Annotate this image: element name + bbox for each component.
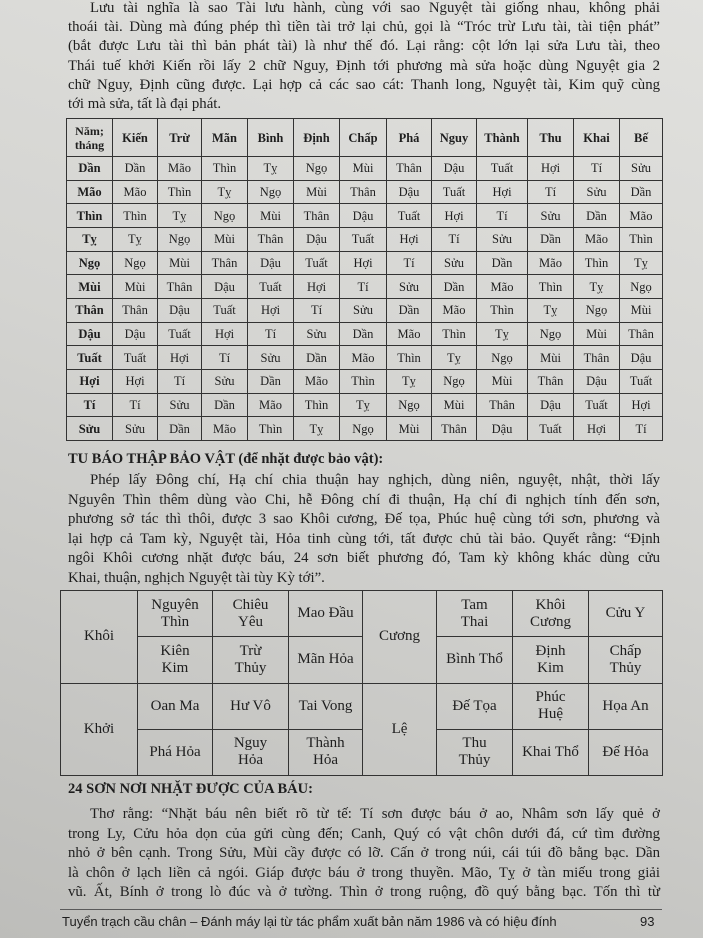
table-row	[67, 251, 663, 275]
table-cell: Hợi	[202, 322, 248, 346]
paragraph-line: Nguyên Thìn thêm dùng vào Chi, hễ Đông chí đi thuận, Hạ chí đi nghịch tính đến sơn,	[68, 491, 660, 508]
paragraph-line: Khai, thuận, nghịch Nguyệt tài tùy Kỳ tới”.	[68, 569, 325, 586]
table-cell: Sửu	[113, 417, 158, 441]
table-cell: Sửu	[387, 275, 432, 299]
table-cell: Thân	[387, 157, 432, 181]
table-cell: Dần	[113, 157, 158, 181]
table-cell: Mão	[432, 298, 477, 322]
table-cell: Thân	[113, 298, 158, 322]
table-cell: Thìn	[202, 157, 248, 181]
table-cell: Mùi	[158, 251, 202, 275]
table-cell: Nguyên Thìn	[138, 591, 213, 637]
paragraph-line: Lưu tài nghĩa là sao Tài lưu hành, cùng với sao Nguyệt tài giống nhau, không phải	[90, 0, 660, 16]
table-row	[61, 637, 663, 683]
table-cell: Tí	[574, 157, 620, 181]
table-cell: Ngọ	[340, 417, 387, 441]
table-row	[67, 180, 663, 204]
table-cell: Thìn	[158, 180, 202, 204]
table-cell: Dần	[294, 346, 340, 370]
table-row	[67, 346, 663, 370]
table-cell: Tí	[202, 346, 248, 370]
table-cell: Thành Hỏa	[289, 729, 363, 775]
table-cell: Thân	[574, 346, 620, 370]
table-cell: Tỵ	[248, 157, 294, 181]
table-cell: Mao Đầu	[289, 591, 363, 637]
table-cell: Tỵ	[387, 369, 432, 393]
table-cell: Tuất	[158, 322, 202, 346]
row-label-cell: Dậu	[67, 322, 113, 346]
table-cell: Định Kim	[513, 637, 589, 683]
table-cell: Tí	[477, 204, 528, 228]
table-cell: Dậu	[113, 322, 158, 346]
table-cell: Mão	[202, 417, 248, 441]
column-header-cell: Kiến	[113, 119, 158, 157]
table-cell: Phúc Huệ	[513, 683, 589, 729]
table-cell: Mão	[340, 346, 387, 370]
table-cell: Dần	[202, 393, 248, 417]
table-cell: Hợi	[432, 204, 477, 228]
table-cell: Tí	[620, 417, 663, 441]
table-cell: Sửu	[574, 180, 620, 204]
table-cell: Thìn	[387, 346, 432, 370]
table-cell: Thìn	[248, 417, 294, 441]
table-cell: Mùi	[294, 180, 340, 204]
paragraph-line: (bắt được Lưu tài thì bản phát tài) là như thế đó. Lại rằng: cột lớn lại sửa Lưu tài, theo	[68, 38, 660, 55]
table-cell: Cửu Y	[589, 591, 663, 637]
group-label-cell: Khôi	[61, 591, 138, 684]
table-cell: Đế Tọa	[437, 683, 513, 729]
column-header-cell: Thu	[528, 119, 574, 157]
table-cell: Tỵ	[294, 417, 340, 441]
table-cell: Ngọ	[620, 275, 663, 299]
table-cell: Thìn	[528, 275, 574, 299]
row-label-cell: Thân	[67, 298, 113, 322]
table-cell: Mão	[158, 157, 202, 181]
table-cell: Thu Thủy	[437, 729, 513, 775]
table-cell: Dần	[574, 204, 620, 228]
table-cell: Thân	[248, 227, 294, 251]
row-label-cell: Thìn	[67, 204, 113, 228]
row-label-cell: Mão	[67, 180, 113, 204]
table-cell: Dậu	[248, 251, 294, 275]
paragraph-line: phương sở tác thì thôi, được 3 sao Khôi cương, Đế tọa, Phúc huệ cùng tới sơn, phương và	[68, 511, 660, 528]
column-header-cell: Khai	[574, 119, 620, 157]
paragraph-line: chữ Nguy, Định cũng được. Lại hợp cả các sao cát: Thanh long, Nguyệt tài, Kim quỹ cùng	[68, 76, 660, 93]
table-cell: Dần	[248, 369, 294, 393]
table-cell: Sửu	[294, 322, 340, 346]
table-cell: Dần	[387, 298, 432, 322]
table-cell: Dậu	[432, 157, 477, 181]
table-cell: Nguy Hỏa	[213, 729, 289, 775]
table-cell: Dần	[528, 227, 574, 251]
table-row	[67, 275, 663, 299]
table-cell: Thân	[158, 275, 202, 299]
column-header-cell: Bình	[248, 119, 294, 157]
table-cell: Thân	[202, 251, 248, 275]
column-header-cell: Bế	[620, 119, 663, 157]
table-cell: Oan Ma	[138, 683, 213, 729]
table-cell: Thân	[340, 180, 387, 204]
table-cell: Mùi	[432, 393, 477, 417]
table-cell: Mùi	[248, 204, 294, 228]
table-cell: Tuất	[202, 298, 248, 322]
table-cell: Sửu	[340, 298, 387, 322]
row-label-cell: Tuất	[67, 346, 113, 370]
table-cell: Tí	[248, 322, 294, 346]
table-cell: Thìn	[113, 204, 158, 228]
table-cell: Mùi	[574, 322, 620, 346]
table-cell: Tỵ	[340, 393, 387, 417]
table-row	[67, 417, 663, 441]
table-cell: Tuất	[113, 346, 158, 370]
table-cell: Mùi	[340, 157, 387, 181]
table-row	[67, 322, 663, 346]
table-cell: Ngọ	[432, 369, 477, 393]
table-cell: Hợi	[528, 157, 574, 181]
table-cell: Mão	[113, 180, 158, 204]
table-cell: Tuất	[387, 204, 432, 228]
table-cell: Tuất	[477, 157, 528, 181]
table-cell: Dần	[620, 180, 663, 204]
table-cell: Tỵ	[620, 251, 663, 275]
table-cell: Tí	[432, 227, 477, 251]
table-cell: Tuất	[574, 393, 620, 417]
column-header-cell: Mãn	[202, 119, 248, 157]
paragraph-line: nhỏ ở bên cạnh. Trong Sửu, Mùi cầy được có lỡ. Cấn ở trong núi, cái túi đồ bằng bạc. Dần	[68, 845, 660, 862]
table-cell: Họa An	[589, 683, 663, 729]
table-cell: Hư Vô	[213, 683, 289, 729]
table-cell: Dậu	[294, 227, 340, 251]
table-cell: Ngọ	[477, 346, 528, 370]
luu-tai-table	[66, 118, 663, 441]
table-cell: Dậu	[477, 417, 528, 441]
table-cell: Bình Thổ	[437, 637, 513, 683]
table-cell: Mùi	[477, 369, 528, 393]
row-label-cell: Sửu	[67, 417, 113, 441]
table-cell: Thân	[432, 417, 477, 441]
table-cell: Sửu	[620, 157, 663, 181]
table-cell: Tỵ	[432, 346, 477, 370]
table-cell: Hợi	[248, 298, 294, 322]
table-cell: Tai Vong	[289, 683, 363, 729]
table-cell: Dậu	[620, 346, 663, 370]
table-cell: Tuất	[528, 417, 574, 441]
table-cell: Kiên Kim	[138, 637, 213, 683]
table-header-row	[67, 119, 663, 157]
table-cell: Ngọ	[202, 204, 248, 228]
table-cell: Chấp Thủy	[589, 637, 663, 683]
table-cell: Thân	[294, 204, 340, 228]
table-cell: Tuất	[432, 180, 477, 204]
page-number: 93	[640, 914, 655, 929]
table-cell: Sửu	[477, 227, 528, 251]
table-cell: Dậu	[574, 369, 620, 393]
table-cell: Dần	[432, 275, 477, 299]
mountains-paragraph	[68, 805, 660, 903]
table-cell: Hợi	[387, 227, 432, 251]
footer-rule	[60, 909, 662, 910]
table-row	[67, 369, 663, 393]
table-cell: Hợi	[574, 417, 620, 441]
section-heading: 24 SƠN NƠI NHẶT ĐƯỢC CỦA BÁU:	[68, 781, 313, 797]
paragraph-line: là chôn ở lạch liền cả ngói. Giáp được báu ở trong thuyền. Mão, Tỵ ở tàn miếu trong giải	[68, 864, 660, 881]
table-cell: Chiêu Yêu	[213, 591, 289, 637]
table-row	[61, 591, 663, 637]
paragraph-line: lại hợp cả Tam kỳ, Nguyệt tài, Hỏa tinh cùng tới, tất được chủ tài bảo. Quyết rằng: “Định	[68, 530, 660, 547]
table-cell: Hợi	[294, 275, 340, 299]
table-body	[61, 591, 663, 776]
table-cell: Ngọ	[528, 322, 574, 346]
table-cell: Tỵ	[477, 322, 528, 346]
table-body	[67, 119, 663, 441]
table-cell: Dậu	[202, 275, 248, 299]
table-row	[67, 204, 663, 228]
table-cell: Trừ Thủy	[213, 637, 289, 683]
paragraph-line: Thơ rằng: “Nhặt báu nên biết rõ từ tế: Tí sơn được báu ở ao, Nhâm sơn lấy quẻ ở	[90, 806, 660, 822]
paragraph-line: Phép lấy Đông chí, Hạ chí chia thuận hay nghịch, dùng niên, nguyệt, nhật, thời lấy	[90, 472, 660, 488]
row-label-cell: Tí	[67, 393, 113, 417]
table-cell: Dậu	[528, 393, 574, 417]
table-row	[67, 298, 663, 322]
row-label-cell: Dần	[67, 157, 113, 181]
table-cell: Sửu	[528, 204, 574, 228]
table-cell: Tí	[294, 298, 340, 322]
paragraph-line: thoái tài. Dùng mà đúng phép thì tiền tài trở lại chủ, gọi là “Tróc trừ Lưu tài, tài tiện phát”	[68, 19, 660, 36]
table-cell: Tí	[340, 275, 387, 299]
table-cell: Tuất	[620, 369, 663, 393]
table-cell: Mùi	[620, 298, 663, 322]
table-cell: Mão	[248, 393, 294, 417]
table-cell: Thân	[477, 393, 528, 417]
table-cell: Tỵ	[528, 298, 574, 322]
table-cell: Đế Hỏa	[589, 729, 663, 775]
table-row	[61, 683, 663, 729]
table-cell: Thìn	[477, 298, 528, 322]
row-label-cell: Hợi	[67, 369, 113, 393]
table-cell: Hợi	[158, 346, 202, 370]
table-cell: Dậu	[340, 204, 387, 228]
table-cell: Sửu	[158, 393, 202, 417]
table-row	[67, 393, 663, 417]
table-cell: Thìn	[432, 322, 477, 346]
group-label-cell: Lệ	[363, 683, 437, 776]
row-label-cell: Mùi	[67, 275, 113, 299]
row-label-cell: Tỵ	[67, 227, 113, 251]
footer-text: Tuyển trạch cầu chân – Đánh máy lại từ tác phẩm xuất bản năm 1986 và có hiệu đính	[62, 914, 557, 929]
table-cell: Ngọ	[248, 180, 294, 204]
table-cell: Mão	[620, 204, 663, 228]
table-cell: Ngọ	[158, 227, 202, 251]
table-cell: Tí	[528, 180, 574, 204]
treasure-stars-table	[60, 590, 663, 776]
table-cell: Dần	[158, 417, 202, 441]
table-cell: Dậu	[158, 298, 202, 322]
row-label-cell: Ngọ	[67, 251, 113, 275]
table-cell: Hợi	[620, 393, 663, 417]
treasure-paragraph	[68, 471, 660, 589]
table-cell: Mão	[387, 322, 432, 346]
table-cell: Mão	[574, 227, 620, 251]
table-cell: Tỵ	[202, 180, 248, 204]
table-cell: Tỵ	[158, 204, 202, 228]
table-cell: Mãn Hỏa	[289, 637, 363, 683]
table-cell: Tí	[113, 393, 158, 417]
paragraph-line: Thái tuế khởi Kiến rồi lấy 2 chữ Nguy, Định tới phương mà sửa hoặc dùng Nguyệt gia 2	[68, 57, 660, 74]
table-row	[67, 157, 663, 181]
table-cell: Tí	[158, 369, 202, 393]
table-cell: Mão	[528, 251, 574, 275]
paragraph-line: trong Ly, Cửu hỏa dọn của gửi cùng đến; Canh, Quý có vật chôn dưới đá, cứ tìm đường	[68, 825, 660, 842]
table-cell: Tỵ	[574, 275, 620, 299]
table-cell: Hợi	[340, 251, 387, 275]
table-cell: Tam Thai	[437, 591, 513, 637]
paragraph-line: tới mà sửa, tất là đại phát.	[68, 96, 222, 113]
group-label-cell: Khởi	[61, 683, 138, 776]
table-cell: Sửu	[202, 369, 248, 393]
table-cell: Thìn	[340, 369, 387, 393]
table-cell: Tuất	[248, 275, 294, 299]
table-cell: Khai Thổ	[513, 729, 589, 775]
table-cell: Ngọ	[113, 251, 158, 275]
table-cell: Tuất	[294, 251, 340, 275]
table-cell: Mùi	[113, 275, 158, 299]
table-row	[67, 227, 663, 251]
group-label-cell: Cương	[363, 591, 437, 684]
table-cell: Sửu	[432, 251, 477, 275]
table-cell: Dần	[477, 251, 528, 275]
table-cell: Hợi	[113, 369, 158, 393]
column-header-cell: Nguy	[432, 119, 477, 157]
table-cell: Tí	[387, 251, 432, 275]
column-header-cell: Chấp	[340, 119, 387, 157]
table-cell: Khôi Cương	[513, 591, 589, 637]
table-cell: Mão	[294, 369, 340, 393]
table-cell: Mão	[477, 275, 528, 299]
table-cell: Thìn	[620, 227, 663, 251]
table-cell: Thìn	[294, 393, 340, 417]
column-header-cell: Trừ	[158, 119, 202, 157]
paragraph-line: vũ. Ất, Bính ở trong lò đúc và ở tường. Thìn ở trong ruộng, đồ quý bằng bạc. Tốn thì từ	[68, 884, 660, 901]
paragraph-line: ngôi Khôi cương nhặt được báu, 24 sơn biết phương đó, Tam kỳ không khác dùng cửu	[68, 550, 660, 567]
section-heading: TU BÁO THẬP BẢO VẬT (để nhặt được bảo vật):	[68, 451, 384, 467]
table-cell: Tuất	[340, 227, 387, 251]
column-header-cell: Định	[294, 119, 340, 157]
table-cell: Ngọ	[294, 157, 340, 181]
table-cell: Hợi	[477, 180, 528, 204]
column-header-cell: Phá	[387, 119, 432, 157]
intro-paragraph	[68, 0, 660, 114]
table-cell: Thân	[620, 322, 663, 346]
table-cell: Phá Hỏa	[138, 729, 213, 775]
table-cell: Mùi	[387, 417, 432, 441]
table-cell: Ngọ	[387, 393, 432, 417]
table-cell: Dần	[340, 322, 387, 346]
table-cell: Thân	[528, 369, 574, 393]
column-header-cell: Thành	[477, 119, 528, 157]
table-cell: Mùi	[202, 227, 248, 251]
table-row	[61, 729, 663, 775]
table-cell: Thìn	[574, 251, 620, 275]
table-cell: Sửu	[248, 346, 294, 370]
table-cell: Ngọ	[574, 298, 620, 322]
table-cell: Dậu	[387, 180, 432, 204]
table-cell: Mùi	[528, 346, 574, 370]
table-cell: Tỵ	[113, 227, 158, 251]
table-corner-cell: Năm; tháng	[67, 119, 113, 157]
